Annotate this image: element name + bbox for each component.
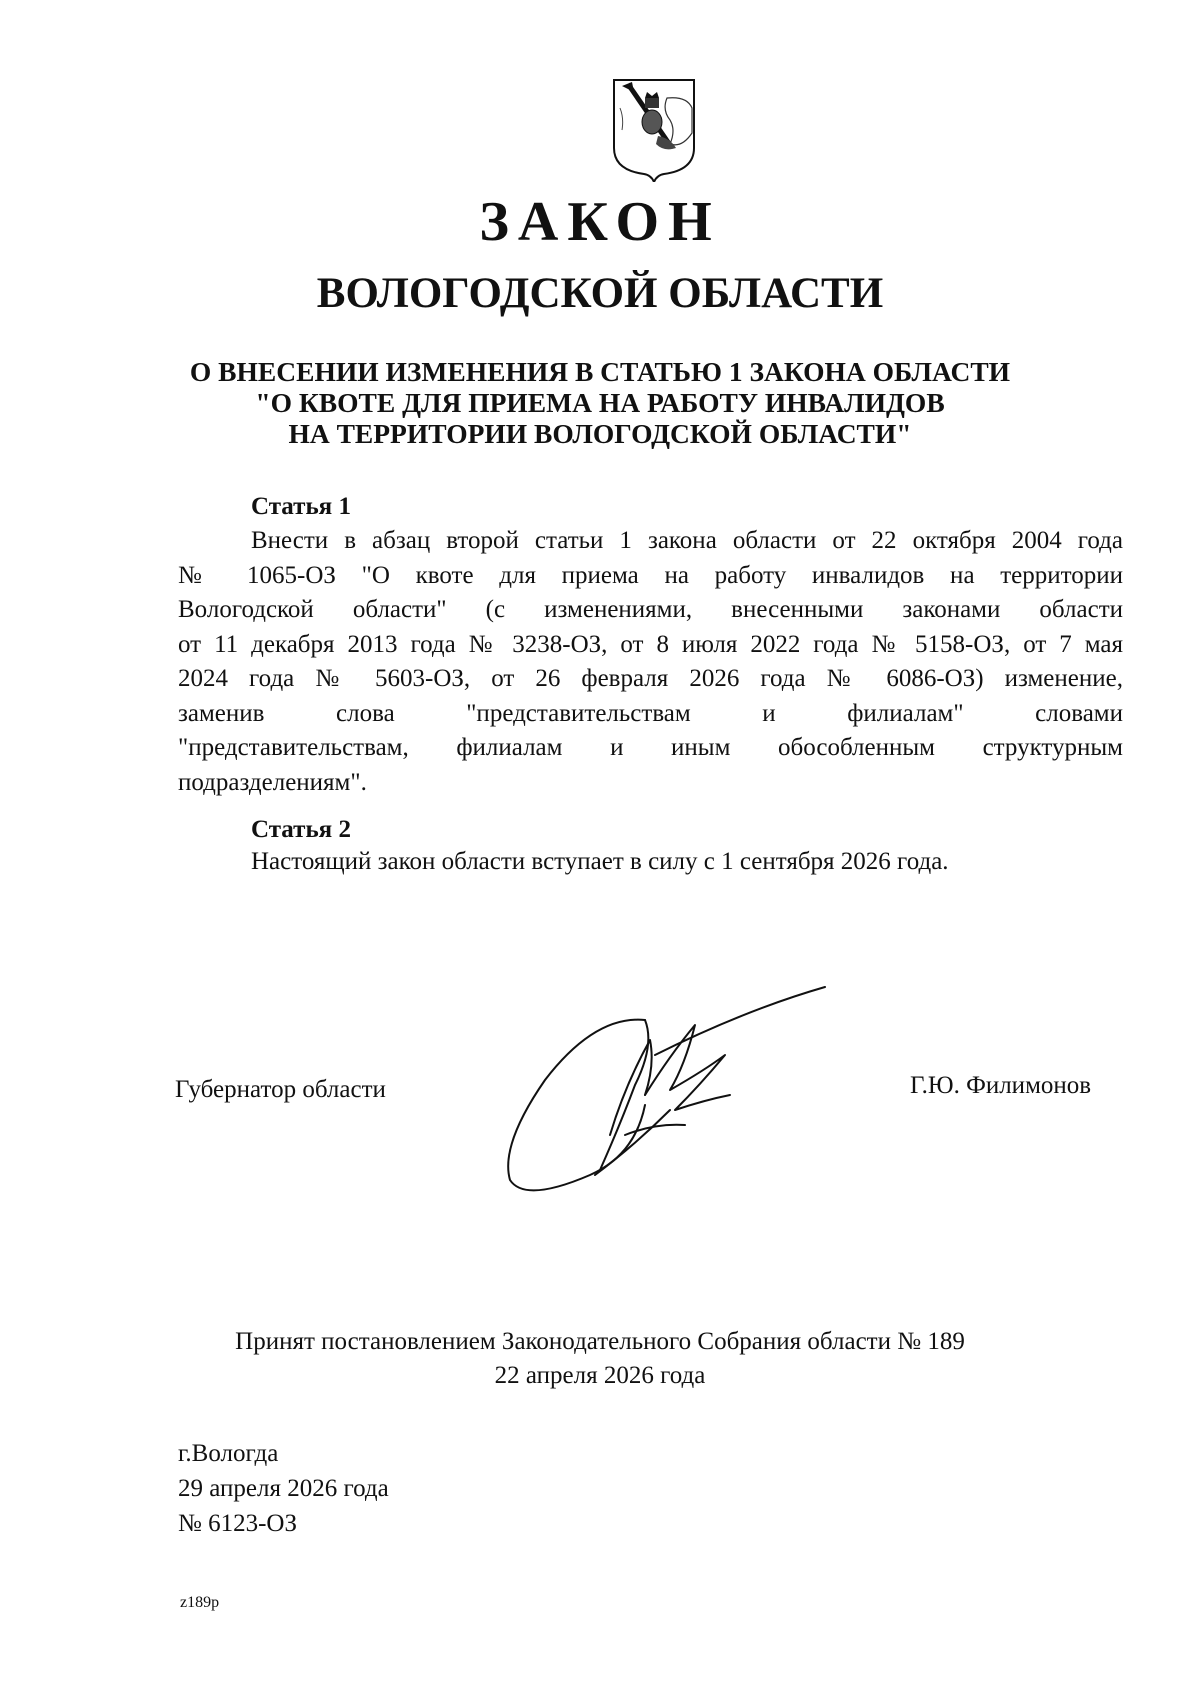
- law-subject: [0, 356, 1200, 449]
- handwritten-signature: [495, 985, 835, 1200]
- adoption-date: 22 апреля 2026 года: [494, 1362, 706, 1389]
- article-2-heading: Статья 2: [251, 816, 351, 843]
- law-region: ВОЛОГОДСКОЙ ОБЛАСТИ: [316, 270, 884, 317]
- article-1-line: Внести в абзац второй статьи 1 закона области от 22 октября 2004 года: [251, 527, 1123, 554]
- document-code: z189p: [180, 1594, 220, 1611]
- article-1-heading: Статья 1: [251, 493, 351, 520]
- article-1-line: № 1065-ОЗ "О квоте для приема на работу инвалидов на территории: [178, 561, 1123, 589]
- article-1-line: "представительствам, филиалам и иным обособленным структурным: [178, 734, 1123, 761]
- subject-line: "О КВОТЕ ДЛЯ ПРИЕМА НА РАБОТУ ИНВАЛИДОВ: [255, 387, 945, 418]
- article-1-line: 2024 года № 5603-ОЗ, от 26 февраля 2026 года № 6086-ОЗ) изменение,: [178, 665, 1123, 692]
- adoption-line: Принят постановлением Законодательного Собрания области № 189: [235, 1328, 965, 1355]
- city: г.Вологда: [178, 1440, 279, 1467]
- place-date-block: [178, 1436, 389, 1541]
- subject-line: О ВНЕСЕНИИ ИЗМЕНЕНИЯ В СТАТЬЮ 1 ЗАКОНА ОБЛАСТИ: [189, 356, 1011, 387]
- subject-line: НА ТЕРРИТОРИИ ВОЛОГОДСКОЙ ОБЛАСТИ": [288, 418, 912, 449]
- article-2-text: Настоящий закон области вступает в силу с 1 сентября 2026 года.: [251, 848, 949, 875]
- article-1-line: от 11 декабря 2013 года № 3238-ОЗ, от 8 июля 2022 года № 5158-ОЗ, от 7 мая: [178, 630, 1123, 658]
- signatory-name: Г.Ю. Филимонов: [910, 1072, 1092, 1099]
- adoption-note: [0, 1325, 1200, 1393]
- law-number: № 6123-ОЗ: [178, 1510, 298, 1537]
- article-1-line: подразделениям".: [178, 768, 367, 796]
- law-title: ЗАКОН: [479, 191, 721, 253]
- signing-date: 29 апреля 2026 года: [178, 1475, 389, 1502]
- article-1-text: [178, 524, 1123, 800]
- coat-of-arms-icon: [612, 78, 696, 182]
- signatory-position: Губернатор области: [175, 1076, 386, 1103]
- article-1-line: Вологодской области" (с изменениями, внесенными законами области: [178, 596, 1123, 623]
- article-1-line: заменив слова "представительствам и филиалам" словами: [178, 699, 1123, 727]
